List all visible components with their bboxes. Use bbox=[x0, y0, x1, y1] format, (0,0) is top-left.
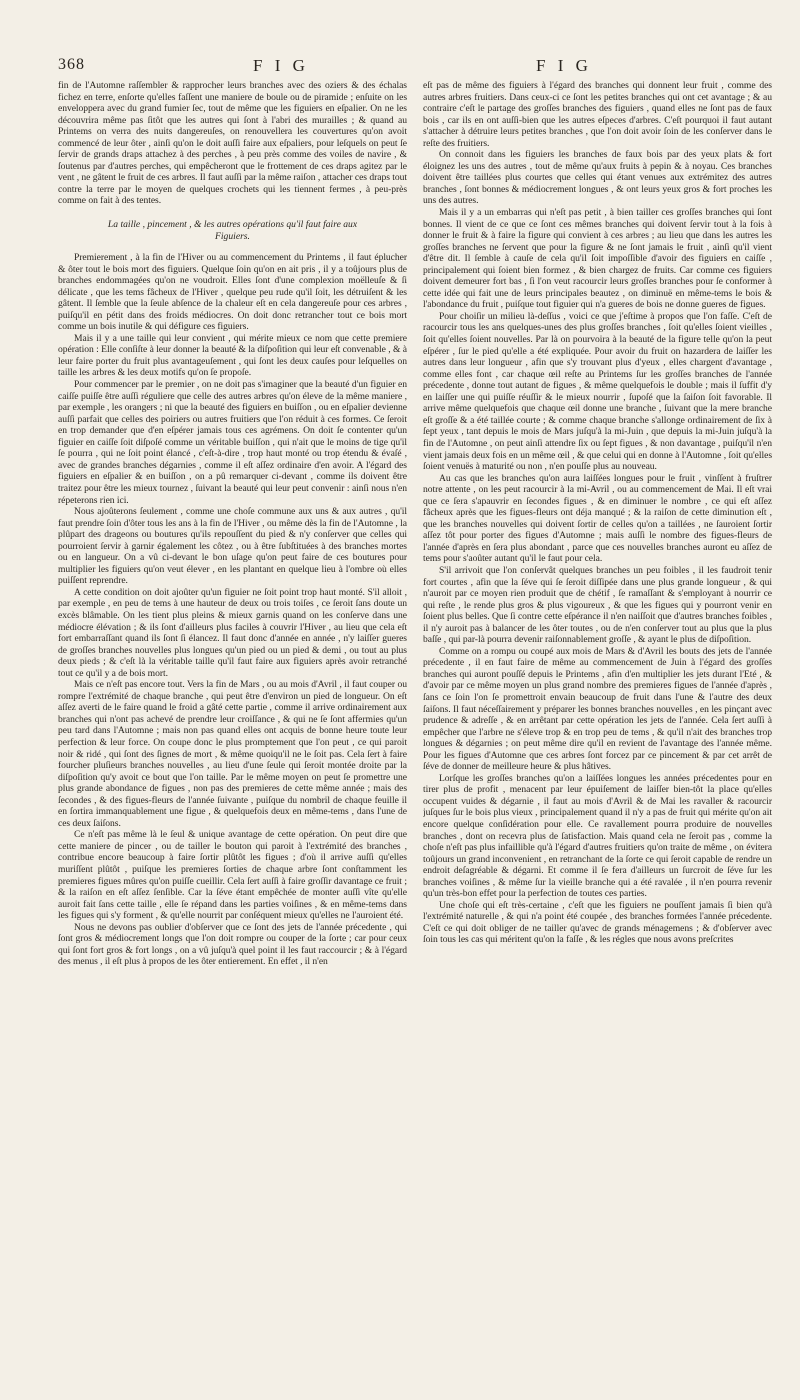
text-columns bbox=[58, 80, 772, 1380]
paragraph: A cette condition on doit ajoûter qu'un figuier ne ſoit point trop haut monté. S'il alloit , par exemple , en peu de tems à une hauteur de deux ou trois toiſes , ce ſeroit ſans doute un excès blâmable. On les tient plus pleins & mieux garnis quand on les conſerve dans une médiocre élévation ; & ils ſont d'ailleurs plus faciles à couvrir l'Hiver , au lieu que cela eſt fort embarraſſant quand ils ſont ſi élancez. Il faut donc d'année en année , n'y laiſſer gueres de groſſes branches nouvelles plus longues qu'un pied ou un pied & demi , ou tout au plus deux pieds ; & c'eſt là la véritable taille qu'il faut faire aux figuiers après avoir retranché tout ce qu'il y a de bois mort. bbox=[58, 586, 407, 679]
paragraph: Ce n'eſt pas même là le ſeul & unique avantage de cette opération. On peut dire que cette maniere de pincer , ou de tailler le bouton qui paroit à l'extrémité des branches , contribue encore beaucoup à faire ſortir plûtôt les figues ; d'où il arrive auſſi qu'elles muriſſent plûtôt , puiſque les premieres ſorties de chaque arbre ſont conſtamment les premieres figues mûres qu'on puiſſe cueillir. Cela ſert auſſi à faire groſſir davantage ce fruit ; & la raiſon en eſt aſſez ſenſible. Car la ſéve étant empêchée de monter auſſi vîte qu'elle auroit fait ſans cette taille , elle ſe répand dans les parties voiſines , & en même-tems dans les figues qui s'y forment , & qu'elle nourrit par conſéquent mieux qu'elles ne l'auroient été. bbox=[58, 829, 407, 922]
right-column bbox=[423, 80, 772, 1380]
section-heading bbox=[58, 219, 407, 242]
paragraph: fin de l'Automne raſſembler & rapprocher leurs branches avec des oziers & des échalas fichez en terre, enſorte qu'elles faſſent une maniere de boule ou de piramide ; enſuite on les enveloppera avec du grand fumier ſec, tout de même que les figuiers en eſpalier. On ne les découvrira même pas ſitôt que les autres qui ſont à l'abri des murailles ; & quand au Printems on verra des nuits dangereuſes, on renouvellera les couvertures qu'on avoit commencé de leur ôter , ainſi qu'on le doit auſſi faire aux eſpaliers, pour leſquels on peut ſe ſervir de grands draps attachez à des perches , à peu près comme des voiles de navire , & ſoutenus par d'autres perches, qui empêcheront que le frottement de ces draps agitez par le vent , ne gâtent le fruit de ces arbres. Il faut auſſi par la même raiſon , attacher ces draps tout contre la terre par le moyen de quelques crochets qui les tiennent fermes , à peu-près comme on fait à des tentes. bbox=[58, 80, 407, 207]
paragraph: Pour commencer par le premier , on ne doit pas s'imaginer que la beauté d'un figuier en caiſſe puiſſe être auſſi réguliere que celle des autres arbres qu'on éleve de la même maniere , par exemple , les orangers ; ni que la beauté des figuiers en buiſſon , ou en eſpalier devienne auſſi parfait que celles des poiriers ou autres fruitiers que l'on réduit à ces formes. Ce ſeroit en trop demander que d'en eſpérer jamais tous ces agrémens. On doit ſe contenter qu'un figuier en caiſſe ſoit diſpoſé comme un véritable buiſſon , qui n'ait que le moins de tige qu'il ſe pourra , qui ne ſoit point élancé , c'eſt-à-dire , trop haut monté ou trop étendu & évaſé , avec de grandes branches dégarnies , comme il eſt aſſez ordinaire d'en avoir. A l'égard des figuiers en eſpalier & en buiſſon , on a pû remarquer ci-devant , comme ils doivent être traitez pour être les mieux tournez , ſuivant la beauté qui leur peut convenir : ainſi nous n'en répeterons rien ici. bbox=[58, 379, 407, 506]
paragraph: Lorſque les groſſes branches qu'on a laiſſées longues les années précedentes pour en tirer plus de profit , menacent par leur épuiſement de laiſſer bien-tôt la place qu'elles occupent vuides & dégarnie , il faut au mois d'Avril & de Mai les ravaller & racourcir juſques ſur le bois plus vieux , principalement quand il n'y a pas de fruit qui mérite qu'on ait encore quelque conſidération pour elle. Ce ravallement pourra produire de nouvelles branches , dont on recevra plus de ſatisfaction. Mais quand cela ne ſeroit pas , comme la choſe n'eſt pas plus infaillible qu'à l'égard d'autres fruitiers qu'on traite de même , on évitera toûjours un grand inconvenient , en retranchant de la ſorte ce qui ſeroit capable de rendre un endroit deſagréable & dégarni. Et comme il ſe fera d'ailleurs un ſurcroit de ſéve ſur les branches voiſines , & même ſur la vieille branche qui a été ravalée , il n'en pourra revenir qu'un très-bon effet pour la perfection de toutes ces parties. bbox=[423, 772, 772, 900]
paragraph: Une choſe qui eſt très-certaine , c'eſt que les figuiers ne pouſſent jamais ſi bien qu'à l'extrémité naturelle , & qui n'a point été coupée , des branches formées l'année précedente. C'eſt ce qui doit obliger de ne tailler qu'avec de grands ménagemens ; & d'obſerver avec ſoin tous les cas qui méritent qu'on la faſſe , & les régles que nous avons preſcrites bbox=[423, 899, 772, 946]
paragraph: Pour choiſir un milieu là-deſſus , voici ce que j'eſtime à propos que l'on faſſe. C'eſt de racourcir tous les ans quelques-unes des plus groſſes branches , ſoit qu'elles ſoient vieilles , ſoit qu'elles ſoient nouvelles. Par là on pourvoira à la beauté de la figure telle qu'on la peut eſpérer , ſur le pied qu'elle a été expliquée. Pour avoir du fruit on hazardera de laiſſer les autres dans leur longueur , afin que s'y trouvant plus d'yeux , elles chargent d'avantage , comme elles font , car chaque œil reſte au Printems ſur les groſſes branches de l'année précedente , donne tout autant de figues , & même quelquefois le double ; mais il ſuffit d'y en laiſſer une qui puiſſe réuſſir & le mieux nourrir , ſupoſé que la ſaiſon ſoit favorable. Il arrive même quelquefois que chaque œil donne une branche , ſuivant que la mere branche eſt groſſe & a été taillée courte ; & comme chaque branche s'allonge ordinairement de ſix à ſept yeux , tant depuis le mois de Mars juſqu'à la mi-Juin , que depuis la mi-Juin juſqu'à la fin de l'Automne , on peut ainſi attendre ſix ou ſept figues , & non davantage , puiſqu'il n'en vient jamais deux fois en un même œil , & que celui qui en donne à l'Automne , ſoit qu'elles ſoient venuës à maturité ou non , n'en pouſſe plus au nouveau. bbox=[423, 310, 772, 473]
left-column bbox=[58, 80, 407, 1380]
paragraph: Nous ajoûterons ſeulement , comme une choſe commune aux uns & aux autres , qu'il faut prendre ſoin d'ôter tous les ans à la fin de l'Hiver , ou même dès la fin de l'Automne , la plûpart des drageons ou boutures qu'ils repouſſent du pied & n'y conſerver que celles qui pourroient ſervir à garnir également les côtez , ou à être ſubſtituées à des branches mortes ou en langueur. On a vû ci-devant le bon uſage qu'on peut faire de ces boutures pour multiplier les figuiers qu'on veut élever , en les plantant en quelque lieu à l'ombre où elles puiſſent reprendre. bbox=[58, 506, 407, 587]
paragraph: Premierement , à la fin de l'Hiver ou au commencement du Printems , il faut éplucher & ôter tout le bois mort des figuiers. Quelque ſoin qu'on en ait pris , il y a toûjours plus de branches endommagées qu'on ne voudroit. Elles ſont d'une complexion moëlleuſe & ſi délicate , que les tems fâcheux de l'Hiver , quelque peu rude qu'il ſoit, les détruiſent & les gâtent. Il ſemble que la ſeule abſence de la chaleur eſt en cela dangereuſe pour ces arbres , puiſqu'il en pétit dans des froids médiocres. On doit donc retrancher tout ce bois mort comme un bois inutile & qui défigure ces figuiers. bbox=[58, 252, 407, 333]
running-head bbox=[58, 56, 772, 80]
page-number: 368 bbox=[58, 56, 85, 73]
section-title: La taille , pincement , & les autres opérations qu'il faut faire aux bbox=[107, 219, 358, 231]
paragraph: eſt pas de même des figuiers à l'égard des branches qui donnent leur fruit , comme des autres arbres fruitiers. Dans ceux-ci ce ſont les petites branches qui ont cet avantage ; & au contraire c'eſt le partage des groſſes branches des figuiers , quand elles ne ſont pas de faux bois , car ils en ont auſſi-bien que les autres eſpeces d'arbres. C'eſt pourquoi il faut autant s'attacher à détruire leurs petites branches , que l'on doit avoir ſoin de les conſerver dans le reſte des fruitiers. bbox=[423, 80, 772, 149]
paragraph: S'il arrivoit que l'on conſervât quelques branches un peu foibles , il les faudroit tenir fort courtes , afin que la ſéve qui ſe ſeroit diſſipée dans une plus grande longueur , & qui n'auroit par ce moyen rien produit que de chétif , ſe ramaſſant & s'employant à nourrir ce qui reſte , le rende plus gros & plus vigoureux , & que les figues qui y pourront venir en ſoient plus belles. Que ſi contre cette eſpérance il n'en naiſſoit que d'autres branches foibles , il n'y auroit pas à balancer de les ôter toutes , ou de n'en conſerver tout au plus que la plus baſſe , qui par-là pourra devenir raiſonnablement groſſe , & ayant le plus de diſpoſition. bbox=[423, 564, 772, 646]
paragraph: On connoit dans les figuiers les branches de faux bois par des yeux plats & fort éloignez les uns des autres , tout de même qu'aux fruits à pepin & à noyau. Ces branches doivent être taillées plus courtes que celles qui étant venues aux extrémitez des autres branches , ſont bonnes & médiocrement longues , & ont leurs yeux gros & fort proches les uns des autres. bbox=[423, 149, 772, 207]
paragraph: Mais il y a un embarras qui n'eſt pas petit , à bien tailler ces groſſes branches qui ſont bonnes. Il vient de ce que ce ſont ces mêmes branches qui doivent ſervir tout à la fois à donner le fruit & à faire la figure qui convient à ces arbres ; au lieu que dans les autres les groſſes branches ne ſervent que pour la figure & ne ſont jamais le fruit , ainſi qu'il vient d'être dit. Il ſemble à cauſe de cela qu'il ſoit impoſſible d'avoir des figuiers en caiſſe , principalement qui ſoient bien formez , & bien chargez de fruits. Car comme ces figuiers doivent demeurer fort bas , ſi l'on veut racourcir leurs groſſes branches pour ſe conformer à cette idée qui fait une de leurs principales beautez , on diminuë en même-tems le bois & l'abondance du fruit , puiſque tout figuier qui n'a gueres de bois ne donne gueres de figues. bbox=[423, 207, 772, 311]
left-column-heading: F I G bbox=[253, 56, 309, 75]
paragraph: Nous ne devons pas oublier d'obſerver que ce ſont des jets de l'année précedente , qui ſont gros & médiocrement longs que l'on doit rompre ou couper de la ſorte ; car pour ceux qui ſont fort gros & fort longs , on a vû juſqu'à quel point il les faut raccourcir ; & à l'égard des menus , il eſt plus à propos de les ôter entierement. En effet , il n'en bbox=[58, 921, 407, 968]
paragraph: Mais il y a une taille qui leur convient , qui mérite mieux ce nom que cette premiere opération : Elle conſiſte à leur donner la beauté & la diſpoſition qui leur eſt convenable , & à leur faire porter du fruit plus avantageuſement , qui ſont les deux cauſes pour leſquelles on taille les arbres & les deux motifs qu'on ſe propoſe. bbox=[58, 332, 407, 379]
right-column-heading: F I G bbox=[536, 56, 592, 75]
section-subtitle: Figuiers. bbox=[215, 230, 250, 242]
paragraph: Au cas que les branches qu'on aura laiſſées longues pour le fruit , vinſſent à fruſtrer notre attente , on les peut racourcir à la mi-Avril , ou au commencement de Mai. Il eſt vrai que ce ſera s'apauvrir en ſecondes figues , & en diminuer le nombre , ce qui eſt aſſez fâcheux après que les figues-fleurs ont déja manqué ; & la raiſon de cette diminution eſt , que les branches nouvelles qui doivent ſortir de celles qu'on a taillées , ne ſauroient ſortir aſſez tôt pour porter des figues d'Automne ; mais auſſi le nombre des figues-fleurs de l'année d'après en ſera plus abondant , parce que ces nouvelles branches auront eu aſſez de tems pour s'aoûter autant qu'il le faut pour cela. bbox=[423, 472, 772, 565]
paragraph: Mais ce n'eſt pas encore tout. Vers la fin de Mars , ou au mois d'Avril , il faut couper ou rompre l'extrémité de chaque branche , qui peut être d'environ un pied de longueur. On eſt aſſez averti de le faire quand le froid a gâté cette partie , comme il arrive ordinairement aux branches qui n'ont pas achevé de prendre leur croiſſance , & qui ne ſe ſont affermies qu'un peu tard dans l'Automne ; mais non pas quand elles ont acquis de bonne heure toute leur perfection & leur force. On coupe donc le plus promptement que l'on peut , ce qui paroit noir & ridé , qui ſont des ſignes de mort , & même quoiqu'il ne le ſoit pas. Cela ſert à faire fourcher pluſieurs branches nouvelles , au lieu d'une ſeule qui ſeroit montée droite par la diſpoſition qu'y avoit ce bout que l'on taille. Par le même moyen on peut ſe promettre une plus grande abondance de figues , non pas des premieres de cette même année ; mais des ſecondes , & des figues-fleurs de l'année ſuivante , puiſque du nombril de chaque feuille il en ſortira immanquablement une figue , & quelquefois deux en même-tems , dans l'une de ces deux ſaiſons. bbox=[58, 679, 407, 829]
paragraph: Comme on a rompu ou coupé aux mois de Mars & d'Avril les bouts des jets de l'année précedente , il en faut faire de même au commencement de Juin à l'égard des groſſes branches qui auront pouſſé depuis le Printems , afin d'en multiplier les jets durant l'Eté , & d'avoir par ce même moyen un plus grand nombre des premieres figues de l'année d'après , ſans ce ſoin l'on ſe promettroit envain beaucoup de fruit dans l'une & l'autre des deux ſaiſons. Il faut néceſſairement y préparer les bonnes branches nouvelles , en les pinçant avec prudence & adreſſe , & en arrêtant par cette opération les jets de l'année. Cela ſert auſſi à empêcher que l'arbre ne s'éleve trop & en trop peu de tems , & qu'il n'ait des branches trop longues & dégarnies ; on peut même dire qu'il en revient de l'avantage des l'année même. Pour les figues d'Automne que ces arbres ſont forcez par ce pincement & par cet arrêt de ſéve de donner de meilleure heure & plus hâtives. bbox=[423, 645, 772, 773]
